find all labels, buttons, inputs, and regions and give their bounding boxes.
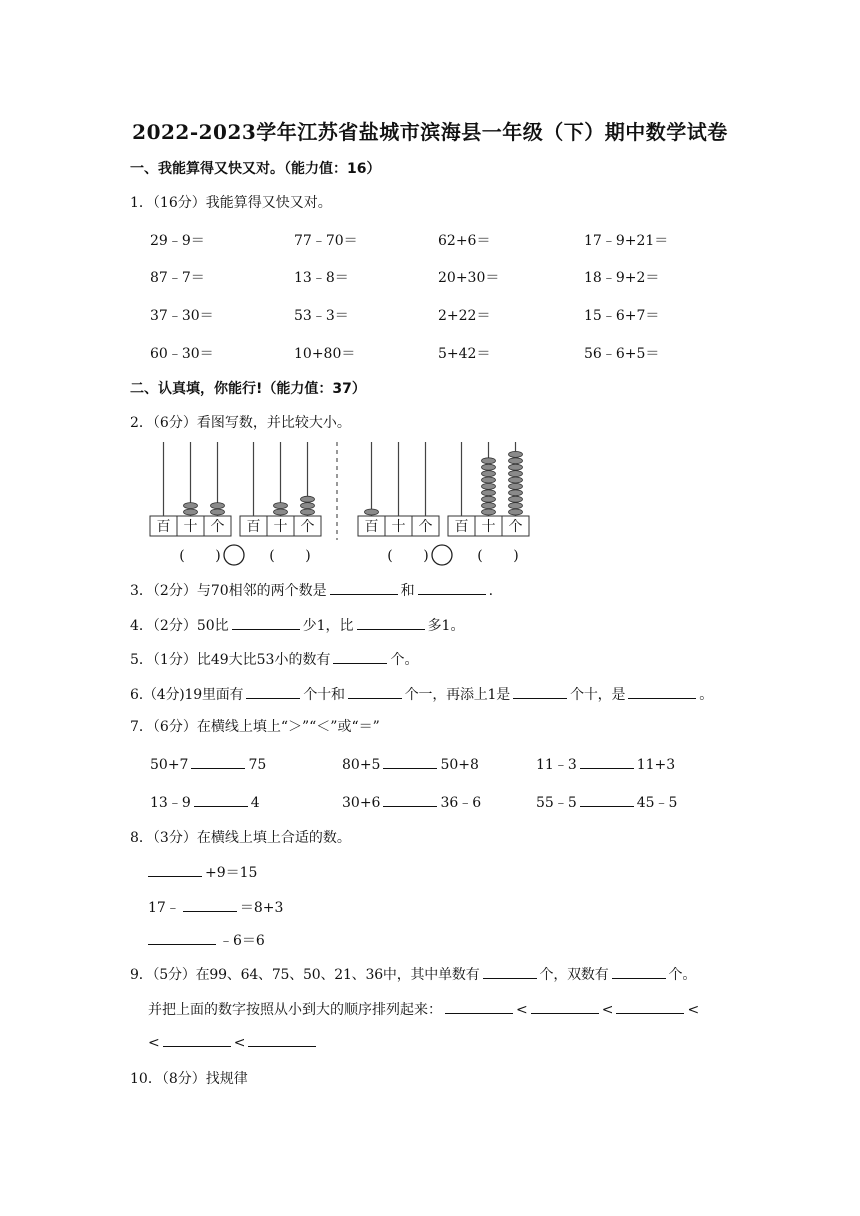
- answer-paren-close: ): [215, 548, 221, 564]
- compare-cell: [536, 754, 675, 774]
- question-5-end: 个。: [390, 652, 419, 668]
- answer-paren-open: (: [269, 548, 275, 564]
- abacus-bead: [509, 458, 523, 464]
- question-3: [130, 580, 493, 600]
- abacus-bead: [482, 509, 496, 515]
- answer-paren-open: (: [179, 548, 185, 564]
- problem-cell: 13﹣8＝: [294, 270, 349, 286]
- question-6-part: 个十和: [303, 687, 345, 703]
- answer-blank[interactable]: [531, 999, 599, 1014]
- question-3-text: 3．（2分）与70相邻的两个数是: [130, 583, 327, 599]
- question-4-mid: 少1，比: [302, 618, 354, 634]
- answer-blank[interactable]: [383, 754, 437, 769]
- question-6-end: 。: [699, 687, 714, 703]
- question-1-label: 1．（16分）我能算得又快又对。: [130, 195, 332, 211]
- abacus-bead: [274, 503, 288, 509]
- answer-blank[interactable]: [246, 684, 300, 699]
- compare-right: 75: [248, 757, 267, 773]
- equation-text: ＝8+3: [239, 900, 284, 916]
- less-than-sign: <: [601, 1002, 614, 1018]
- compare-left: 50+7: [150, 757, 189, 773]
- problem-cell: 10+80＝: [294, 346, 356, 362]
- problem-cell: 20+30＝: [438, 270, 500, 286]
- question-2-label: 2．（6分）看图写数，并比较大小。: [130, 415, 351, 431]
- less-than-sign: <: [148, 1035, 160, 1051]
- abacus-bead: [211, 509, 225, 515]
- less-than-sign: <: [233, 1035, 246, 1051]
- abacus-bead: [482, 464, 496, 470]
- question-4-end: 多1。: [427, 618, 465, 634]
- answer-paren-close: ): [513, 548, 519, 564]
- question-4-text: 4．（2分）50比: [130, 618, 229, 634]
- question-9-text: 9．（5分）在99、64、75、50、21、36中，其中单数有: [130, 967, 480, 983]
- answer-blank[interactable]: [483, 964, 537, 979]
- abacus-bead: [482, 477, 496, 483]
- abacus-bead: [184, 503, 198, 509]
- compare-left: 13﹣9: [150, 795, 191, 811]
- compare-right: 50+8: [440, 757, 479, 773]
- equation-text: +9＝15: [205, 865, 258, 881]
- place-label: 十: [273, 519, 288, 535]
- abacus-figure: [140, 438, 540, 570]
- answer-blank[interactable]: [163, 1032, 231, 1047]
- question-6-part: 个十，是: [570, 687, 626, 703]
- compare-right: 11+3: [636, 757, 676, 773]
- less-than-sign: <: [687, 1002, 700, 1018]
- problem-cell: 60﹣30＝: [150, 346, 214, 362]
- answer-blank[interactable]: [330, 580, 398, 595]
- answer-blank[interactable]: [580, 754, 634, 769]
- abacus-bead: [482, 490, 496, 496]
- answer-blank[interactable]: [333, 649, 387, 664]
- place-label: 个: [300, 519, 315, 535]
- abacus-bead: [509, 490, 523, 496]
- equation-text: ﹣6＝6: [219, 933, 265, 949]
- answer-blank[interactable]: [191, 754, 245, 769]
- place-label: 十: [391, 519, 406, 535]
- answer-paren-open: (: [387, 548, 393, 564]
- answer-paren-close: ): [423, 548, 429, 564]
- abacus-bead: [482, 496, 496, 502]
- answer-blank[interactable]: [148, 930, 216, 945]
- question-6-part: 个一，再添上1是: [404, 687, 511, 703]
- compare-left: 11﹣3: [536, 757, 577, 773]
- abacus-bead: [509, 471, 523, 477]
- compare-left: 80+5: [342, 757, 381, 773]
- place-label: 十: [183, 519, 198, 535]
- question-9: [130, 964, 696, 984]
- compare-right: 36﹣6: [440, 795, 482, 811]
- answer-blank[interactable]: [383, 792, 437, 807]
- compare-left: 30+6: [342, 795, 381, 811]
- problem-cell: 15﹣6+7＝: [584, 308, 660, 324]
- answer-blank[interactable]: [357, 615, 425, 630]
- question-9-ordering-cont: [148, 1032, 319, 1051]
- question-7-label: 7．（6分）在横线上填上“＞”“＜”或“＝”: [130, 719, 380, 735]
- answer-blank[interactable]: [616, 999, 684, 1014]
- compare-cell: [536, 792, 677, 812]
- abacus-bead: [509, 509, 523, 515]
- problem-cell: 2+22＝: [438, 308, 491, 324]
- question-5-text: 5．（1分）比49大比53小的数有: [130, 652, 331, 668]
- place-label: 百: [156, 519, 171, 535]
- abacus-bead: [482, 458, 496, 464]
- place-label: 十: [481, 519, 496, 535]
- problem-cell: 77﹣70＝: [294, 233, 358, 249]
- abacus-bead: [482, 483, 496, 489]
- abacus-bead: [301, 503, 315, 509]
- abacus-bead: [301, 509, 315, 515]
- compare-cell: [150, 792, 260, 812]
- problem-cell: 53﹣3＝: [294, 308, 349, 324]
- answer-blank[interactable]: [612, 964, 666, 979]
- question-6-text: 6.（4分)19里面有: [130, 687, 244, 703]
- abacus-bead: [482, 471, 496, 477]
- place-label: 百: [246, 519, 261, 535]
- place-label: 个: [210, 519, 225, 535]
- problem-cell: 56﹣6+5＝: [584, 346, 660, 362]
- abacus-bead: [301, 496, 315, 502]
- answer-blank[interactable]: [248, 1032, 316, 1047]
- section-1-heading: 一、我能算得又快又对。（能力值：16）: [130, 161, 381, 177]
- question-8-label: 8．（3分）在横线上填上合适的数。: [130, 830, 351, 846]
- problem-cell: 18﹣9+2＝: [584, 270, 660, 286]
- abacus-bead: [509, 503, 523, 509]
- abacus-bead: [509, 483, 523, 489]
- question-9-ordering: [148, 999, 699, 1019]
- compare-cell: [342, 754, 479, 773]
- question-9-instruction: 并把上面的数字按照从小到大的顺序排列起来：: [148, 1002, 442, 1018]
- problem-cell: 29﹣9＝: [150, 233, 205, 249]
- problem-cell: 5+42＝: [438, 346, 491, 362]
- question-9-end: 个。: [668, 967, 697, 983]
- answer-blank[interactable]: [194, 792, 248, 807]
- answer-blank[interactable]: [348, 684, 402, 699]
- question-3-and: 和: [400, 583, 415, 599]
- page-title: 2022-2023学年江苏省盐城市滨海县一年级（下）期中数学试卷: [132, 120, 728, 144]
- place-label: 百: [454, 519, 469, 535]
- answer-blank[interactable]: [445, 999, 513, 1014]
- place-label: 个: [508, 519, 523, 535]
- place-label: 百: [364, 519, 379, 535]
- abacus-bead: [211, 503, 225, 509]
- answer-paren-close: ): [305, 548, 311, 564]
- question-8-line-2: [148, 897, 283, 917]
- answer-blank[interactable]: [232, 615, 300, 630]
- abacus-bead: [509, 477, 523, 483]
- question-4: [130, 615, 464, 635]
- answer-blank[interactable]: [148, 862, 202, 877]
- problem-cell: 87﹣7＝: [150, 270, 205, 286]
- answer-blank[interactable]: [580, 792, 634, 807]
- abacus-bead: [509, 451, 523, 457]
- answer-blank[interactable]: [628, 684, 696, 699]
- compare-cell: [150, 754, 266, 773]
- question-9-part: 个，双数有: [539, 967, 609, 983]
- answer-blank[interactable]: [513, 684, 567, 699]
- question-5: [130, 649, 418, 669]
- compare-cell: [342, 792, 481, 812]
- problem-cell: 17﹣9+21＝: [584, 233, 669, 249]
- less-than-sign: <: [516, 1002, 528, 1018]
- abacus-bead: [184, 509, 198, 515]
- problem-cell: 37﹣30＝: [150, 308, 214, 324]
- compare-left: 55﹣5: [536, 795, 577, 811]
- answer-blank[interactable]: [418, 580, 486, 595]
- abacus-bead: [274, 509, 288, 515]
- section-2-heading: 二、认真填，你能行!（能力值：37）: [130, 381, 366, 397]
- answer-paren-open: (: [477, 548, 483, 564]
- question-8-line-3: [148, 930, 265, 950]
- compare-circle: [224, 545, 244, 565]
- place-label: 个: [418, 519, 433, 535]
- question-3-end: .: [488, 583, 494, 599]
- question-8-line-1: [148, 862, 257, 882]
- equation-text: 17﹣: [148, 900, 180, 916]
- answer-blank[interactable]: [183, 897, 237, 912]
- compare-right: 4: [250, 795, 260, 811]
- question-10-label: 10．（8分）找规律: [130, 1071, 248, 1087]
- question-6: [130, 684, 713, 704]
- abacus-bead: [482, 503, 496, 509]
- abacus-bead: [365, 509, 379, 515]
- abacus-bead: [509, 464, 523, 470]
- abacus-bead: [509, 496, 523, 502]
- problem-cell: 62+6＝: [438, 233, 491, 249]
- compare-right: 45﹣5: [636, 795, 678, 811]
- compare-circle: [432, 545, 452, 565]
